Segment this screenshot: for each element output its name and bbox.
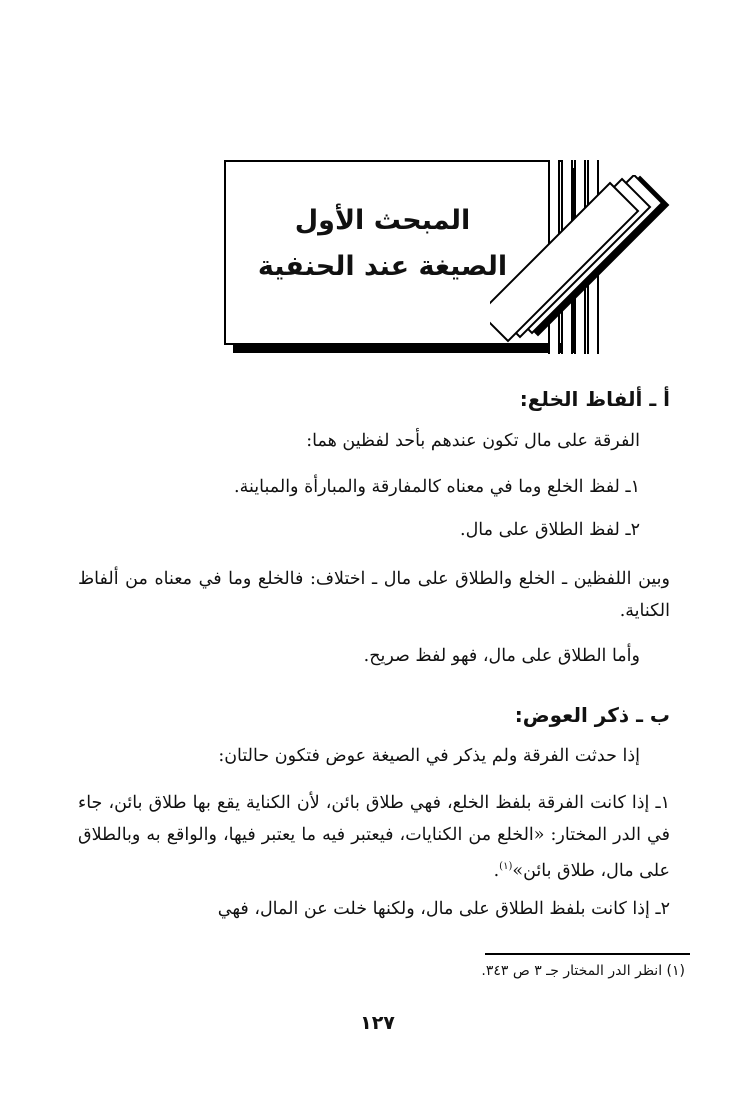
section-b-heading: ب ـ ذكر العوض: — [514, 703, 670, 727]
section-a-item-1: ١ـ لفظ الخلع وما في معناه كالمفارقة والمبارأة والمباينة. — [234, 477, 640, 497]
section-a-heading: أ ـ ألفاظ الخلع: — [519, 387, 670, 411]
footnote-separator — [485, 953, 690, 955]
footnote: (١) انظر الدر المختار جـ ٣ ص ٣٤٣. — [481, 963, 685, 979]
section-b-item-2: ٢ـ إذا كانت بلفظ الطلاق على مال، ولكنها خلت عن المال، فهي — [217, 899, 670, 919]
section-b-intro: إذا حدثت الفرقة ولم يذكر في الصيغة عوض فتكون حالتان: — [218, 746, 640, 766]
section-b-item-1-end: . — [493, 860, 500, 881]
section-b-item-1 — [78, 787, 670, 887]
section-b-item-1-text: ١ـ إذا كانت الفرقة بلفظ الخلع، فهي طلاق بائن، لأن الكناية يقع بها طلاق بائن، جاء في الدر المختار: «الخلع من الكنايات، فيعتبر فيه ما يعتبر فيها، والواقع به وبالطلاق على مال، طلاق بائن» — [78, 793, 670, 881]
section-a-intro: الفرقة على مال تكون عندهم بأحد لفظين هما: — [306, 431, 640, 451]
title-text — [240, 198, 525, 290]
title-line-2: الصيغة عند الحنفية — [257, 251, 508, 282]
footnote-reference: (١) — [499, 861, 513, 872]
title-line-1: المبحث الأول — [294, 205, 471, 236]
section-a-paragraph-1: وبين اللفظين ـ الخلع والطلاق على مال ـ اختلاف: فالخلع وما في معناه من ألفاظ الكناية. — [78, 569, 670, 621]
page-number: ١٢٧ — [360, 1012, 395, 1034]
section-a-paragraph-2: وأما الطلاق على مال، فهو لفظ صريح. — [363, 646, 640, 666]
section-a-item-2: ٢ـ لفظ الطلاق على مال. — [460, 520, 640, 540]
